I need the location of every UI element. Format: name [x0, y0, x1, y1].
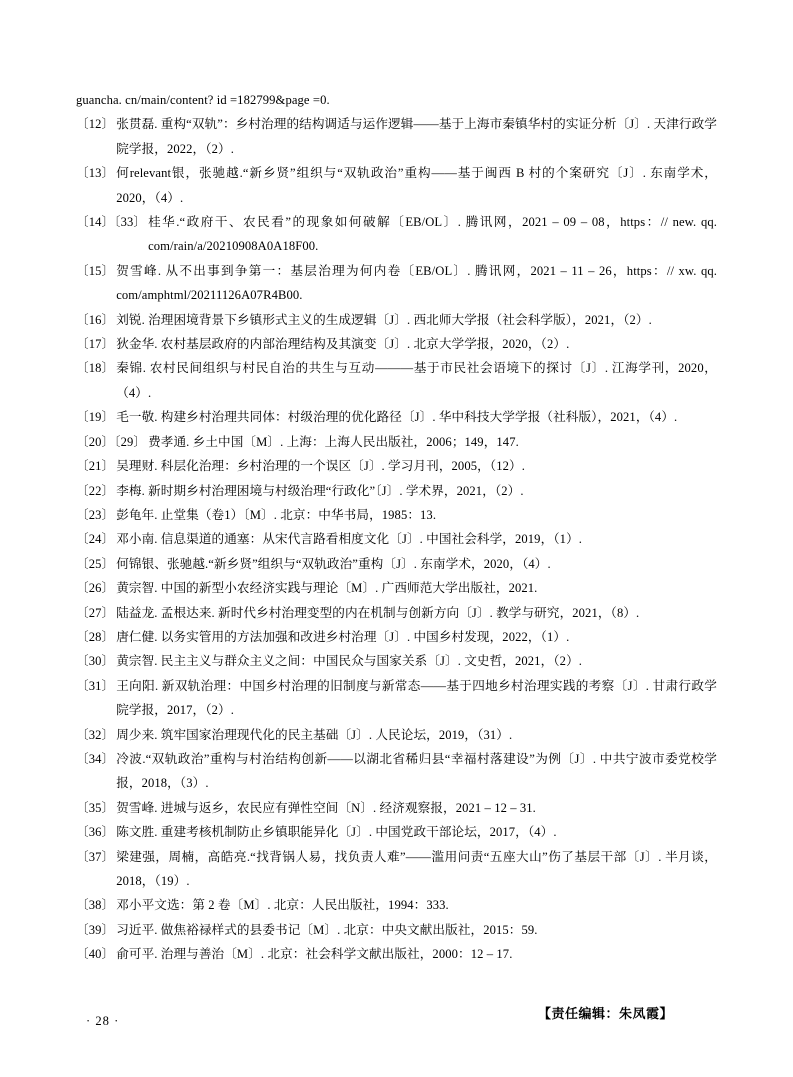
reference-number: 〔25〕	[76, 556, 115, 571]
reference-text: 贺雪峰. 进城与返乡，农民应有弹性空间〔N〕. 经济观察报，2021 – 12 – 31.	[116, 800, 536, 815]
reference-item	[76, 576, 717, 600]
reference-list	[76, 112, 717, 966]
reference-item	[76, 625, 717, 649]
reference-number: 〔14〕〔33〕	[76, 215, 147, 230]
reference-number: 〔18〕	[76, 361, 115, 376]
reference-text: 彭龟年. 止堂集（卷1）〔M〕. 北京：中华书局，1985：13.	[116, 507, 437, 522]
reference-item	[76, 430, 717, 454]
reference-text: 梁建强，周楠，高皓亮.“找背锅人易，找负责人难”——滥用问责“五座大山”伤了基层干部〔J〕. 半月谈，2018，（19）.	[116, 849, 717, 888]
reference-number: 〔31〕	[76, 678, 115, 693]
reference-item	[76, 918, 717, 942]
reference-number: 〔28〕	[76, 629, 115, 644]
reference-number: 〔22〕	[76, 483, 115, 498]
reference-number: 〔16〕	[76, 312, 115, 327]
reference-text: 邓小平文选：第 2 卷〔M〕. 北京：人民出版社，1994：333.	[116, 898, 449, 913]
reference-item	[76, 503, 717, 527]
reference-text: 邓小南. 信息渠道的通塞：从宋代言路看相度文化〔J〕. 中国社会科学，2019，（1）.	[116, 532, 583, 547]
reference-item	[76, 112, 717, 161]
reference-number: 〔39〕	[76, 922, 115, 937]
reference-text: 毛一敬. 构建乡村治理共同体：村级治理的优化路径〔J〕. 华中科技大学学报（社科版），2021，（4）.	[116, 410, 678, 425]
reference-item	[76, 601, 717, 625]
reference-text: 秦锦. 农村民间组织与村民自治的共生与互动———基于市民社会语境下的探讨〔J〕. 江海学刊，2020，（4）.	[116, 361, 717, 400]
reference-item	[76, 308, 717, 332]
reference-item	[76, 259, 717, 308]
reference-number: 〔24〕	[76, 532, 115, 547]
reference-text: 王向阳. 新双轨治理：中国乡村治理的旧制度与新常态——基于四地乡村治理实践的考察〔J〕. 甘肃行政学院学报，2017，（2）.	[116, 678, 717, 718]
reference-number: 〔21〕	[76, 459, 115, 474]
reference-number: 〔26〕	[76, 581, 115, 596]
reference-item	[76, 210, 717, 259]
reference-text: 陈文胜. 重建考核机制防止乡镇职能异化〔J〕. 中国党政干部论坛，2017，（4）.	[116, 825, 557, 840]
reference-item	[76, 356, 717, 405]
reference-item	[76, 332, 717, 356]
reference-number: 〔17〕	[76, 337, 115, 352]
reference-text: 黄宗智. 中国的新型小农经济实践与理论〔M〕. 广西师范大学出版社，2021.	[116, 581, 538, 596]
reference-number: 〔20〕〔29〕	[76, 434, 147, 449]
reference-text: 习近平. 做焦裕禄样式的县委书记〔M〕. 北京：中央文献出版社，2015：59.	[116, 922, 538, 937]
reference-text: 俞可平. 治理与善治〔M〕. 北京：社会科学文献出版社，2000：12 – 17.	[116, 947, 513, 962]
reference-number: 〔38〕	[76, 898, 115, 913]
reference-text: 李梅. 新时期乡村治理困境与村级治理“行政化”〔J〕. 学术界，2021，（2）.	[116, 483, 524, 498]
reference-item	[76, 845, 717, 894]
reference-number: 〔23〕	[76, 507, 115, 522]
reference-item	[76, 796, 717, 820]
reference-text: 费孝通. 乡土中国〔M〕. 上海：上海人民出版社，2006；149，147.	[148, 434, 519, 449]
reference-text: 周少来. 筑牢国家治理现代化的民主基础〔J〕. 人民论坛，2019，（31）.	[116, 727, 513, 742]
reference-text: 张贯磊. 重构“双轨”：乡村治理的结构调适与运作逻辑——基于上海市秦镇华村的实证分析〔J〕. 天津行政学院学报，2022，（2）.	[116, 117, 717, 156]
reference-number: 〔27〕	[76, 605, 115, 620]
reference-item	[76, 747, 717, 796]
reference-item	[76, 454, 717, 478]
reference-number: 〔34〕	[76, 751, 115, 766]
reference-number: 〔12〕	[76, 117, 115, 132]
reference-text: 唐仁健. 以务实管用的方法加强和改进乡村治理〔J〕. 中国乡村发现，2022，（1）.	[116, 629, 570, 644]
reference-text: 桂华.“政府干、农民看”的现象如何破解〔EB/OL〕. 腾讯网，2021 – 09 – 08，https：// new. qq. com/rain/a/20210908A0A18F00.	[148, 215, 717, 254]
reference-text: 吴理财. 科层化治理：乡村治理的一个误区〔J〕. 学习月刊，2005，（12）.	[116, 459, 525, 474]
page-number: · 28 ·	[86, 1014, 120, 1028]
continued-reference-line: guancha. cn/main/content? id =182799&page =0.	[76, 93, 330, 107]
reference-text: 贺雪峰. 从不出事到争第一：基层治理为何内卷〔EB/OL〕. 腾讯网，2021 – 11 – 26，https：// xw. qq. com/amphtml/20211126A07R4B00.	[116, 263, 717, 303]
editor-note: 【责任编辑：朱凤霞】	[537, 1005, 673, 1021]
reference-item	[76, 527, 717, 551]
reference-text: 狄金华. 农村基层政府的内部治理结构及其演变〔J〕. 北京大学学报，2020，（2）.	[116, 337, 570, 352]
reference-text: 刘锐. 治理困境背景下乡镇形式主义的生成逻辑〔J〕. 西北师大学报（社会科学版），2021，（2）.	[116, 312, 652, 327]
reference-text: 黄宗智. 民主主义与群众主义之间：中国民众与国家关系〔J〕. 文史哲，2021，（2）.	[116, 654, 583, 669]
reference-item	[76, 942, 717, 966]
reference-item	[76, 674, 717, 723]
reference-item	[76, 820, 717, 844]
reference-number: 〔37〕	[76, 849, 115, 864]
reference-item	[76, 649, 717, 673]
reference-text: 冷波.“双轨政治”重构与村治结构创新——以湖北省稀归县“幸福村落建设”为例〔J〕. 中共宁波市委党校学报，2018，（3）.	[116, 751, 717, 791]
reference-item	[76, 479, 717, 503]
reference-number: 〔35〕	[76, 800, 115, 815]
reference-item	[76, 552, 717, 576]
reference-number: 〔30〕	[76, 654, 115, 669]
reference-number: 〔15〕	[76, 263, 115, 278]
reference-item	[76, 161, 717, 210]
reference-item	[76, 405, 717, 429]
reference-text: 何锦银、张驰越.“新乡贤”组织与“双轨政治”重构〔J〕. 东南学术，2020，（4）.	[116, 556, 551, 571]
reference-text: 陆益龙. 孟根达来. 新时代乡村治理变型的内在机制与创新方向〔J〕. 教学与研究，2021，（8）.	[116, 605, 640, 620]
reference-number: 〔13〕	[76, 166, 115, 181]
reference-number: 〔32〕	[76, 727, 115, 742]
reference-number: 〔36〕	[76, 825, 115, 840]
reference-number: 〔40〕	[76, 947, 115, 962]
reference-number: 〔19〕	[76, 410, 115, 425]
reference-item	[76, 723, 717, 747]
reference-item	[76, 893, 717, 917]
reference-text: 何relevant银，张驰越.“新乡贤”组织与“双轨政治”重构——基于闽西 B 村的个案研究〔J〕. 东南学术，2020，（4）.	[116, 166, 717, 205]
